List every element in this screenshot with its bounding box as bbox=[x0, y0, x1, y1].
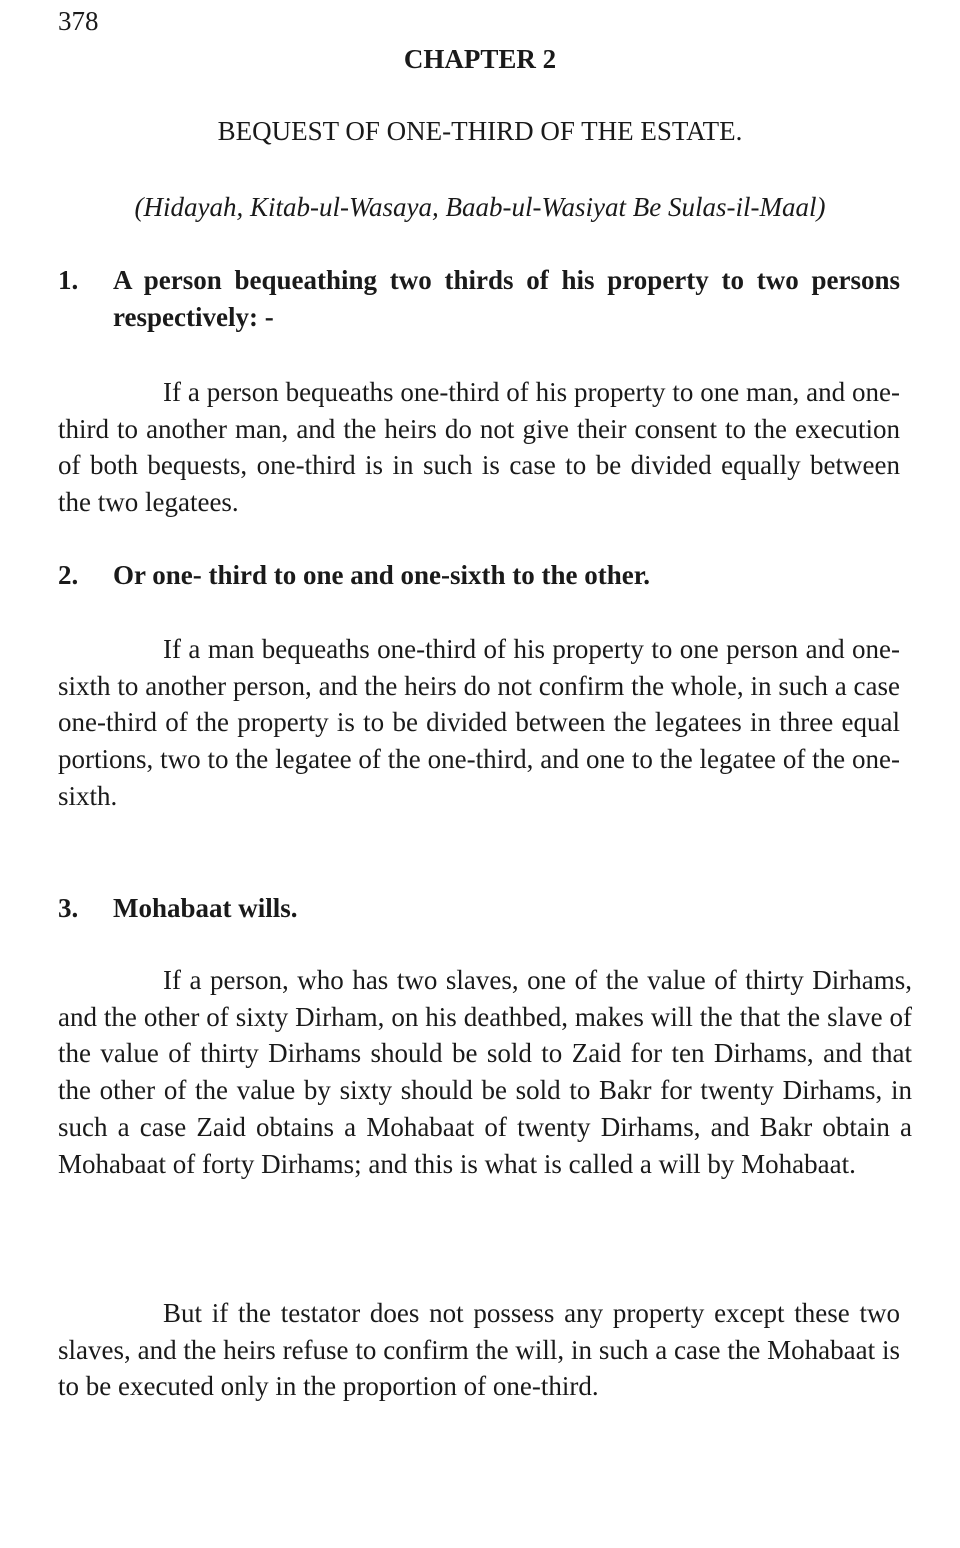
section-heading-text: Or one- third to one and one-sixth to the other. bbox=[113, 560, 651, 590]
page-number: 378 bbox=[58, 6, 99, 36]
section-heading-3 bbox=[58, 890, 900, 927]
section-number: 2. bbox=[58, 560, 79, 590]
section-3-paragraph-2: But if the testator does not possess any property except these two slaves, and the heirs refuse to confirm the will, in such a case the Mohabaat is to be executed only in the proportion of one-third. bbox=[58, 1298, 900, 1402]
source-citation: (Hidayah, Kitab-ul-Wasaya, Baab-ul-Wasiyat Be Sulas-il-Maal) bbox=[134, 192, 826, 222]
section-heading-text: A person bequeathing two thirds of his property to two persons respectively: - bbox=[113, 265, 900, 332]
section-number: 1. bbox=[58, 265, 79, 295]
section-heading-1 bbox=[58, 262, 900, 336]
section-heading-2 bbox=[58, 557, 900, 594]
section-number: 3. bbox=[58, 893, 79, 923]
section-1-paragraph-1: If a person bequeaths one-third of his property to one man, and one-third to another man, and the heirs do not give their consent to the execution of both bequests, one-third is in such is case to be divided equally between the two legatees. bbox=[58, 377, 900, 518]
section-heading-text: Mohabaat wills. bbox=[113, 893, 298, 923]
chapter-title: CHAPTER 2 bbox=[403, 44, 557, 74]
chapter-subtitle: BEQUEST OF ONE-THIRD OF THE ESTATE. bbox=[217, 116, 743, 146]
section-2-paragraph-1: If a man bequeaths one-third of his property to one person and one-sixth to another person, and the heirs do not confirm the whole, in such a case one-third of the property is to be divided between the legatees in three equal portions, two to the legatee of the one-third, and one to the legatee of the one-sixth. bbox=[58, 634, 900, 811]
section-3-paragraph-1: If a person, who has two slaves, one of the value of thirty Dirhams, and the other of sixty Dirham, on his deathbed, makes will the that the slave of the value of thirty Dirhams should be sold to Zaid for ten Dirhams, and that the other of the value by sixty should be sold to Bakr for twenty Dirhams, in such a case Zaid obtains a Mohabaat of twenty Dirhams, and Bakr obtain a Mohabaat of forty Dirhams; and this is what is called a will by Mohabaat. bbox=[58, 965, 912, 1179]
